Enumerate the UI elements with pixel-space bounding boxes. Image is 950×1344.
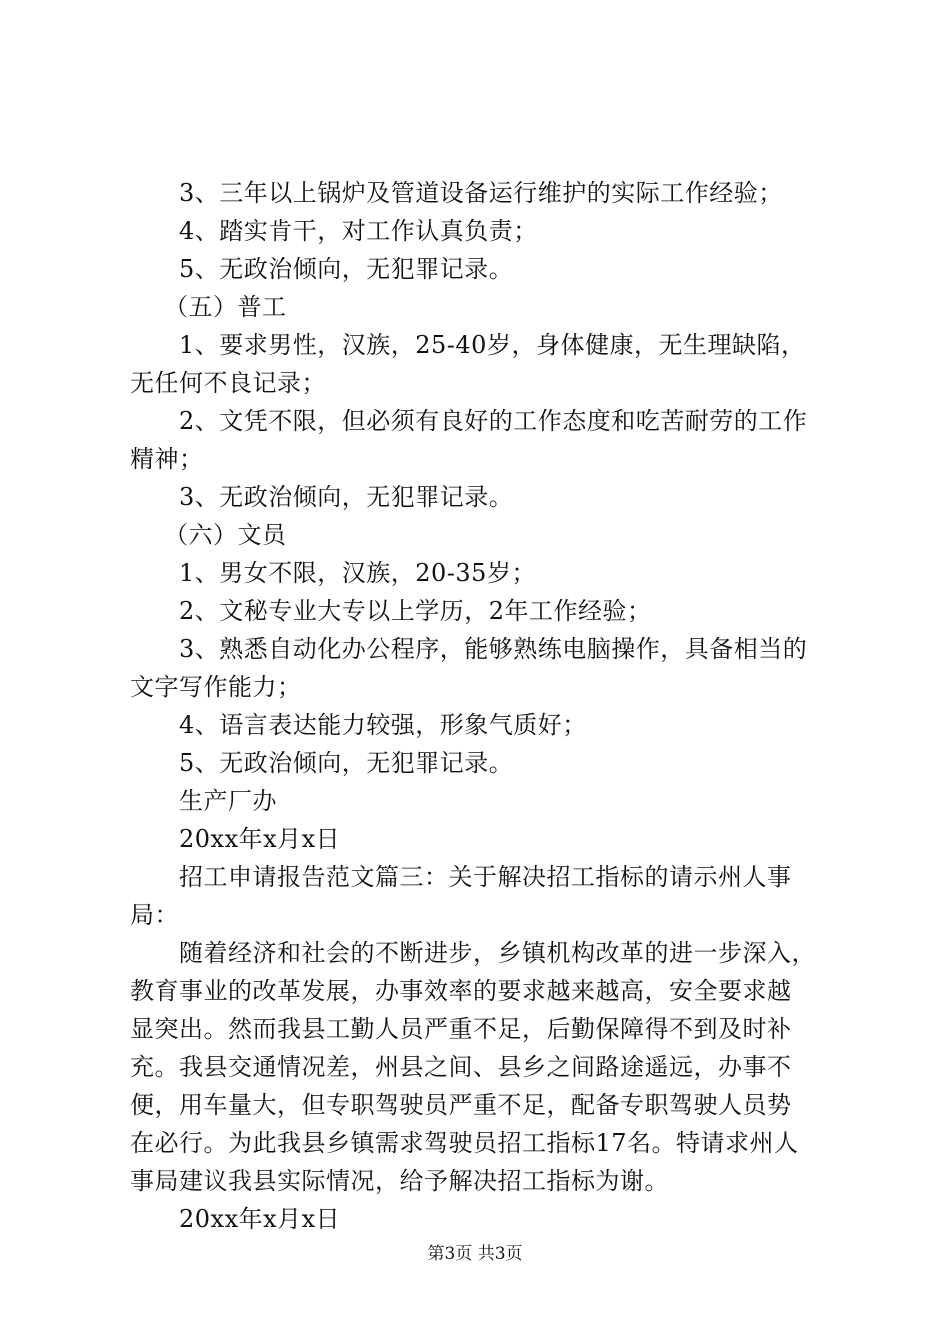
text-line: 充。我县交通情况差，州县之间、县乡之间路途遥远，办事不: [130, 1053, 792, 1081]
text-line: 1、男女不限，汉族，20-35岁；: [179, 559, 536, 587]
text-line: 无任何不良记录；: [130, 369, 326, 397]
text-line: 20xx年x月x日: [179, 1205, 341, 1233]
text-line: 2、文秘专业大专以上学历，2年工作经验；: [179, 597, 652, 625]
text-line: 20xx年x月x日: [179, 825, 341, 853]
text-line: 招工申请报告范文篇三：关于解决招工指标的请示州人事: [179, 863, 792, 891]
text-line: （五）普工: [164, 293, 287, 321]
text-line: 3、无政治倾向，无犯罪记录。: [179, 483, 514, 511]
text-line: 随着经济和社会的不断进步，乡镇机构改革的进一步深入，: [179, 939, 816, 967]
page-footer: 第3页 共3页: [427, 1244, 523, 1264]
text-line: 生产厂办: [179, 787, 277, 815]
text-line: 5、无政治倾向，无犯罪记录。: [179, 255, 514, 283]
text-line: 3、熟悉自动化办公程序，能够熟练电脑操作，具备相当的: [179, 635, 808, 663]
text-line: 事局建议我县实际情况，给予解决招工指标为谢。: [130, 1167, 669, 1195]
text-line: 在必行。为此我县乡镇需求驾驶员招工指标17名。特请求州人: [130, 1129, 799, 1157]
text-line: 5、无政治倾向，无犯罪记录。: [179, 749, 514, 777]
text-line: 便，用车量大，但专职驾驶员严重不足，配备专职驾驶人员势: [130, 1091, 792, 1119]
text-line: （六）文员: [164, 521, 287, 549]
text-line: 3、三年以上锅炉及管道设备运行维护的实际工作经验；: [179, 179, 783, 207]
document-body: [130, 174, 830, 1238]
text-line: 2、文凭不限，但必须有良好的工作态度和吃苦耐劳的工作: [179, 407, 808, 435]
text-line: 精神；: [130, 445, 204, 473]
text-line: 4、踏实肯干，对工作认真负责；: [179, 217, 538, 245]
text-line: 文字写作能力；: [130, 673, 302, 701]
text-line: 教育事业的改革发展，办事效率的要求越来越高，安全要求越: [130, 977, 792, 1005]
text-line: 显突出。然而我县工勤人员严重不足，后勤保障得不到及时补: [130, 1015, 792, 1043]
text-line: 4、语言表达能力较强，形象气质好；: [179, 711, 587, 739]
text-line: 1、要求男性，汉族，25-40岁，身体健康，无生理缺陷，: [179, 331, 806, 359]
text-line: 局：: [130, 901, 179, 929]
